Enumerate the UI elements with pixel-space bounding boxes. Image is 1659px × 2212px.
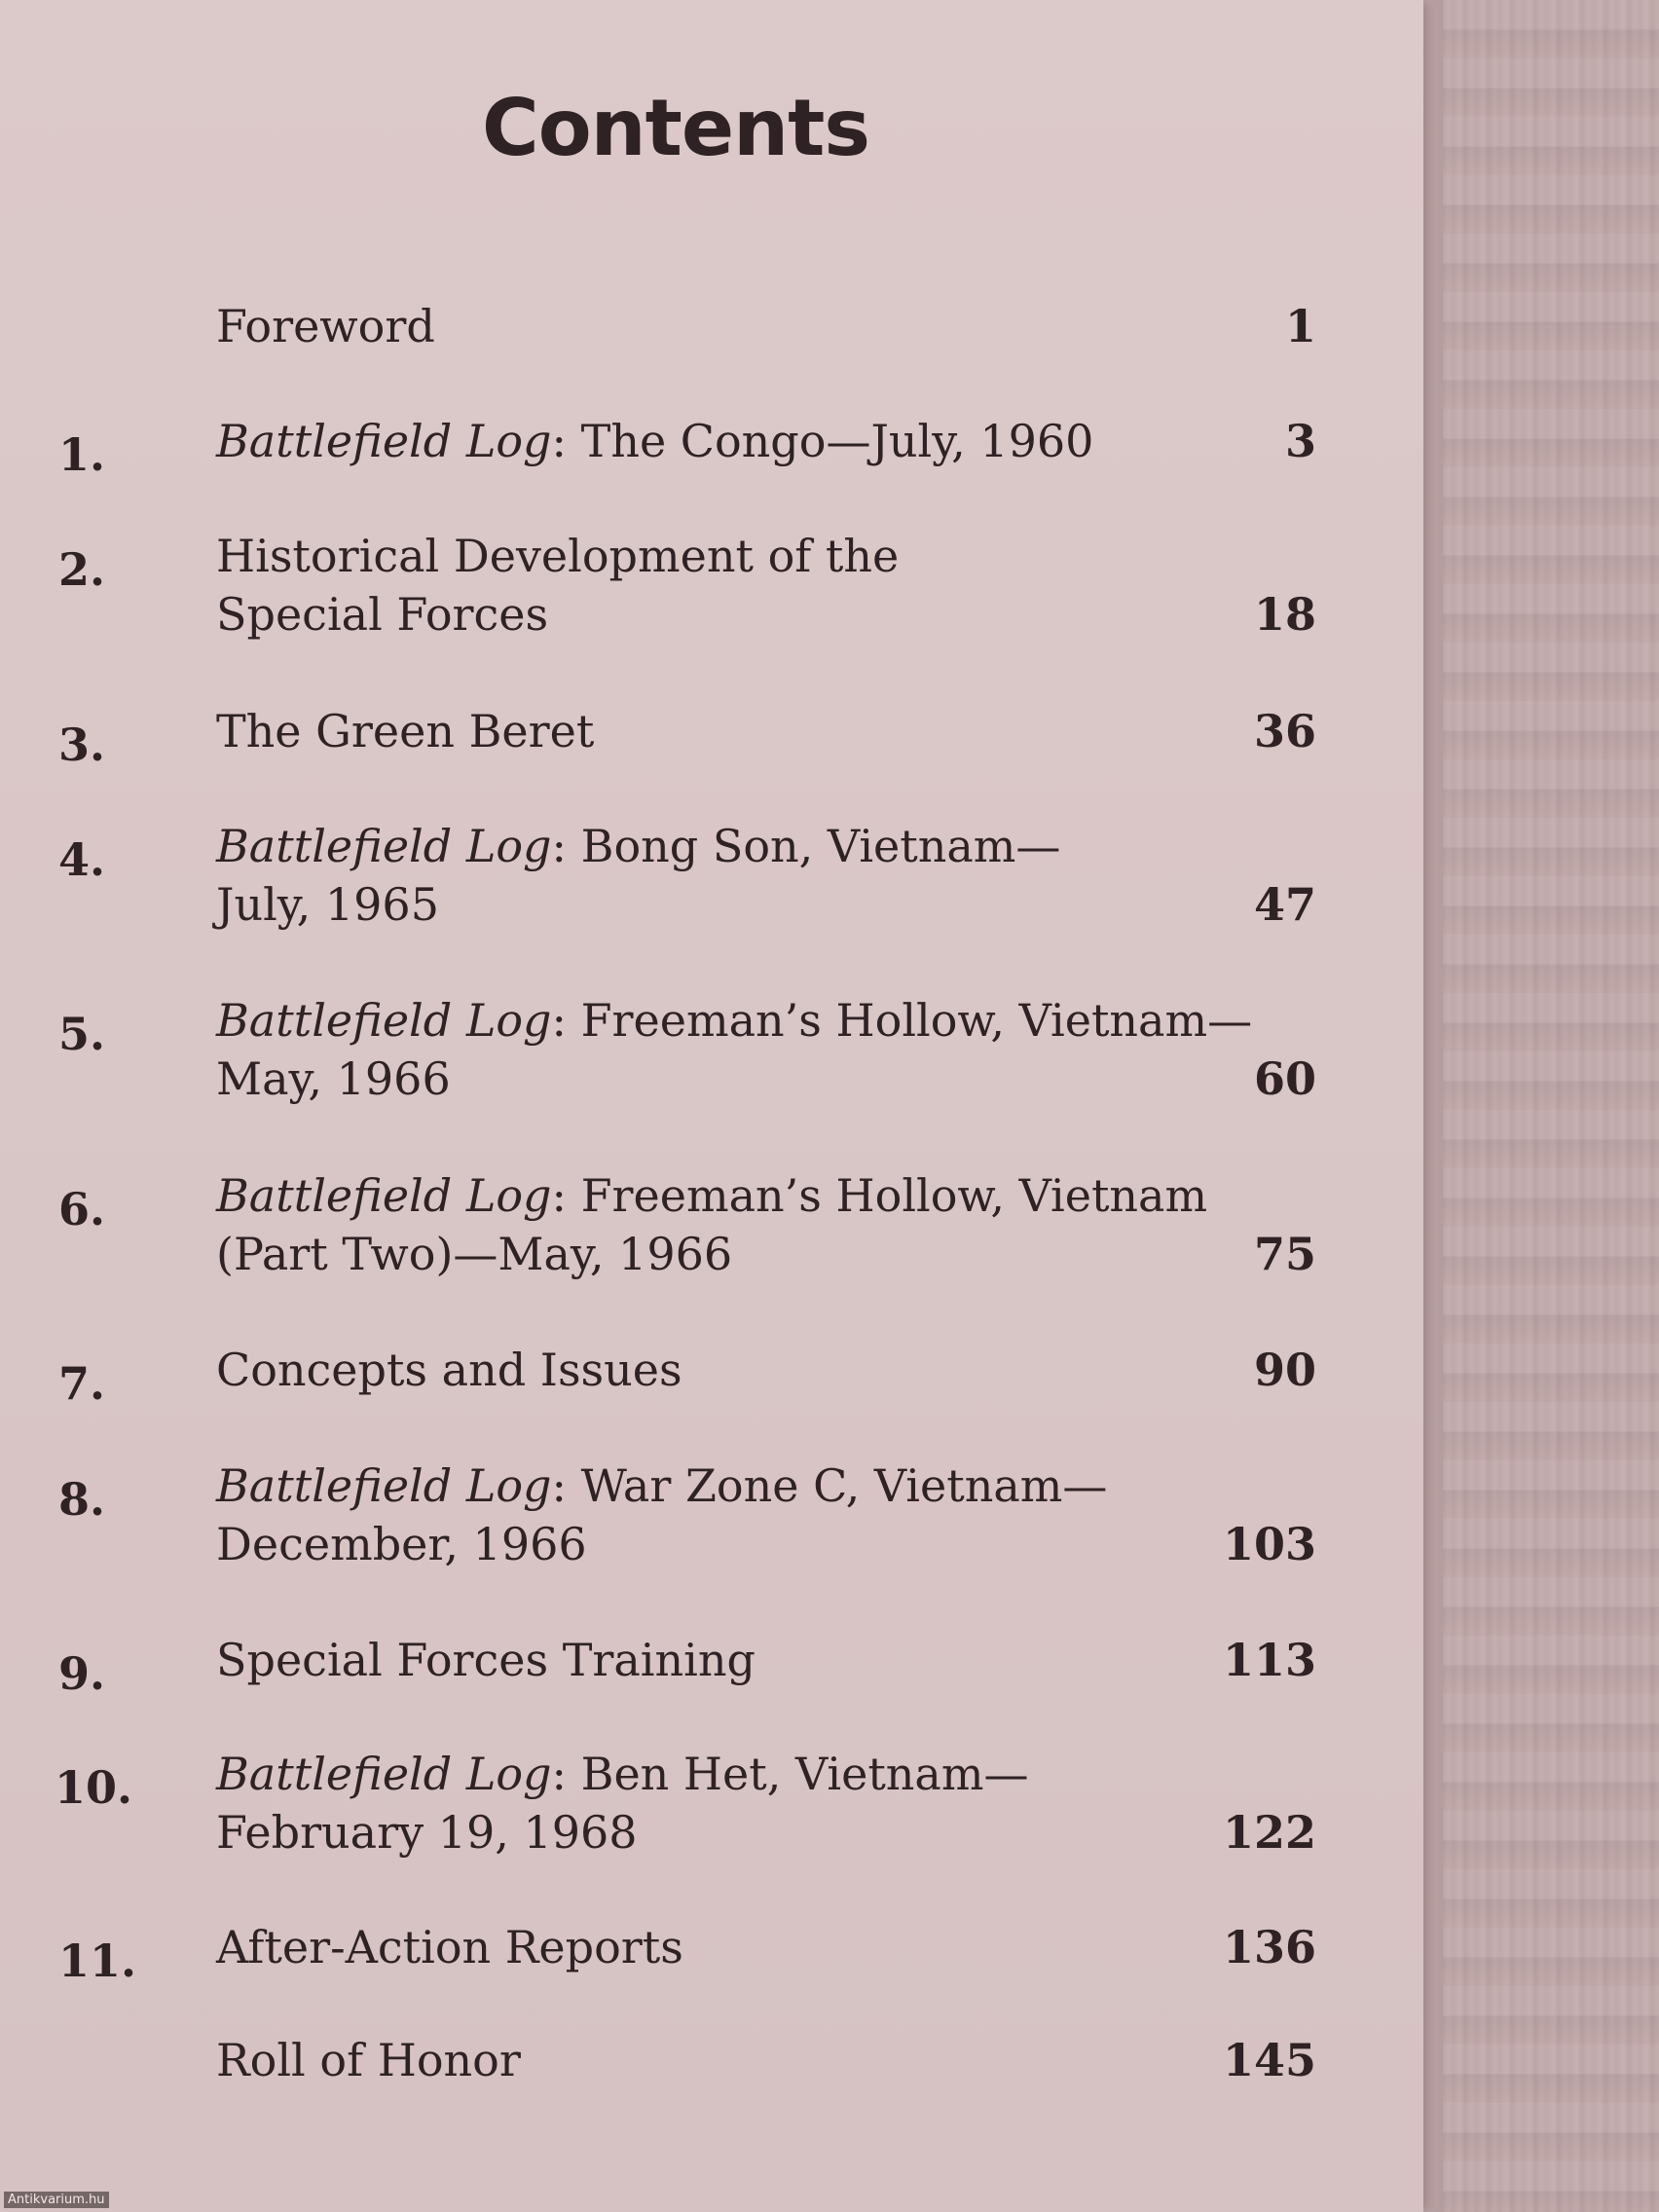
chapter-title-text: Historical Development of the <box>216 530 900 582</box>
chapter-number: 3. <box>58 719 106 771</box>
chapter-title-text: : Freeman’s Hollow, Vietnam <box>551 1169 1208 1222</box>
chapter-title <box>216 1631 1268 1689</box>
chapter-title <box>216 1341 1268 1399</box>
page-number: 75 <box>1253 1228 1316 1280</box>
page-number: 103 <box>1222 1518 1316 1570</box>
chapter-title <box>216 412 1268 470</box>
chapter-title-text: : Bong Son, Vietnam— <box>551 820 1061 872</box>
chapter-title-line2: Special Forces <box>216 588 549 641</box>
chapter-title <box>216 297 1268 355</box>
chapter-title-text: : War Zone C, Vietnam— <box>551 1459 1108 1512</box>
chapter-number: 4. <box>58 833 106 886</box>
chapter-title <box>216 991 1268 1050</box>
page-title: Contents <box>482 83 869 173</box>
chapter-title-text: Special Forces Training <box>216 1634 756 1686</box>
chapter-number: 9. <box>58 1647 106 1700</box>
chapter-number: 7. <box>58 1357 106 1410</box>
chapter-number: 8. <box>58 1473 106 1526</box>
page-number: 18 <box>1253 588 1316 641</box>
chapter-title <box>216 527 1268 585</box>
page-number: 3 <box>1284 415 1316 467</box>
chapter-title-text: : Ben Het, Vietnam— <box>551 1748 1029 1800</box>
chapter-title-text: Foreword <box>216 300 435 352</box>
chapter-title-line2: December, 1966 <box>216 1518 587 1570</box>
chapter-title <box>216 1166 1268 1225</box>
chapter-title-italic: Battlefield Log <box>216 1459 552 1512</box>
chapter-title-italic: Battlefield Log <box>216 1748 552 1800</box>
background-surface <box>1431 0 1659 2212</box>
chapter-number: 2. <box>58 543 106 596</box>
chapter-title <box>216 1456 1268 1515</box>
chapter-title-line2: May, 1966 <box>216 1052 451 1105</box>
page-number: 136 <box>1222 1921 1316 1973</box>
chapter-number: 5. <box>58 1008 106 1060</box>
page-number: 60 <box>1253 1052 1316 1105</box>
chapter-title-text: Concepts and Issues <box>216 1344 682 1396</box>
chapter-title <box>216 1918 1268 1976</box>
chapter-title-italic: Battlefield Log <box>216 820 552 872</box>
page-number: 113 <box>1222 1634 1316 1686</box>
page-number: 122 <box>1222 1806 1316 1859</box>
page-number: 1 <box>1284 300 1316 352</box>
chapter-title-italic: Battlefield Log <box>216 1169 552 1222</box>
page-number: 145 <box>1222 2034 1316 2086</box>
chapter-title-text: : The Congo—July, 1960 <box>551 415 1094 467</box>
chapter-number: 1. <box>58 428 106 481</box>
chapter-title-line2: July, 1965 <box>216 878 439 931</box>
chapter-title-text: After-Action Reports <box>216 1921 683 1973</box>
chapter-title-italic: Battlefield Log <box>216 994 552 1047</box>
chapter-title-line2: (Part Two)—May, 1966 <box>216 1228 733 1280</box>
chapter-title-italic: Battlefield Log <box>216 415 552 467</box>
page-number: 36 <box>1253 705 1316 757</box>
chapter-title-text: Roll of Honor <box>216 2034 521 2086</box>
chapter-title-text: The Green Beret <box>216 705 595 757</box>
page-number: 47 <box>1253 878 1316 931</box>
chapter-title-line2: February 19, 1968 <box>216 1806 638 1859</box>
chapter-number: 6. <box>58 1183 106 1235</box>
chapter-title <box>216 1745 1268 1803</box>
chapter-title-text: : Freeman’s Hollow, Vietnam— <box>551 994 1253 1047</box>
chapter-title <box>216 2031 1268 2089</box>
chapter-title <box>216 702 1268 760</box>
page-number: 90 <box>1253 1344 1316 1396</box>
chapter-number: 10. <box>55 1761 133 1814</box>
chapter-number: 11. <box>58 1935 137 1987</box>
chapter-title <box>216 817 1268 875</box>
watermark: Antikvarium.hu <box>4 2192 109 2208</box>
